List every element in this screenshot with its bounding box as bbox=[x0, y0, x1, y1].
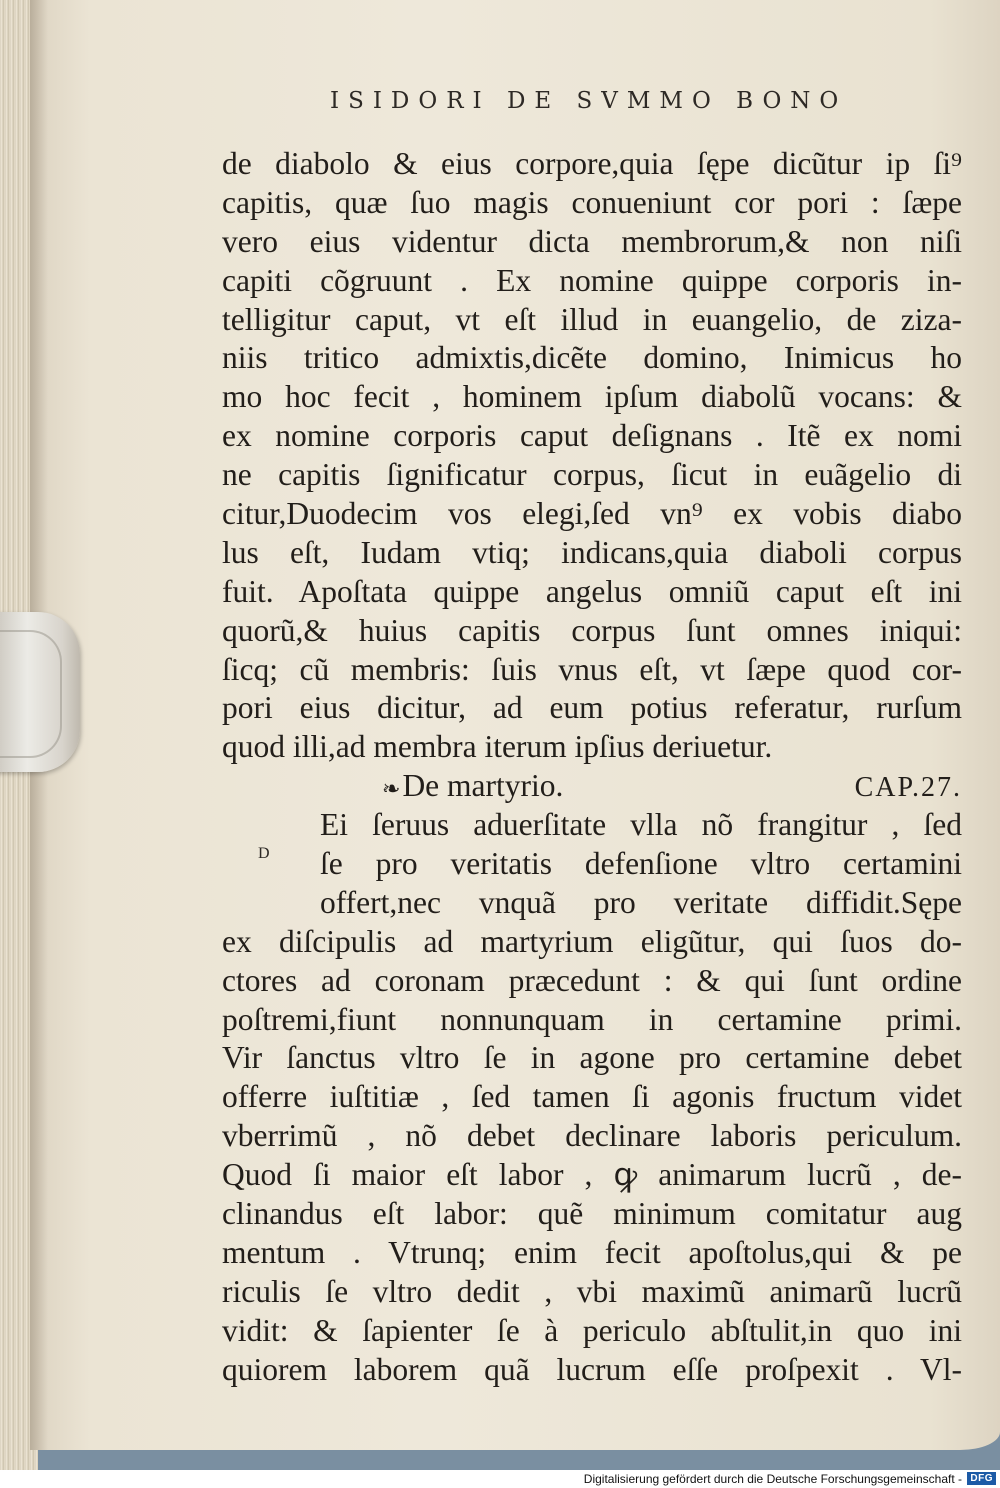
text-line: Vir ſanctus vltro ſe in agone pro certamine debet bbox=[222, 1040, 962, 1076]
dfg-logo: DFG bbox=[967, 1472, 996, 1485]
text-line: mo hoc fecit , hominem ipſum diabolũ vocans: & bbox=[222, 379, 962, 415]
funding-credit: Digitalisierung gefördert durch die Deutsche Forschungsgemeinschaft - bbox=[583, 1472, 962, 1486]
text-line: ctores ad coronam præcedunt : & qui ſunt ordine bbox=[222, 962, 962, 998]
text-line: offert,nec vnquã pro veritate diffidit.Sępe bbox=[320, 884, 962, 920]
text-line: quorũ,& huius capitis corpus ſunt omnes iniqui: bbox=[222, 612, 962, 648]
text-line: vero eius videntur dicta membrorum,& non niſi bbox=[222, 223, 962, 259]
text-line: offerre iuſtitiæ , ſed tamen ſi agonis fructum videt bbox=[222, 1079, 962, 1115]
text-line: lus eſt, Iudam vtiq; indicans,quia diaboli corpus bbox=[222, 534, 962, 570]
text-line: ſe pro veritatis defenſione vltro certamini bbox=[320, 846, 962, 882]
text-line: niis tritico admixtis,dicẽte domino, Inimicus ho bbox=[222, 340, 962, 376]
text-line: clinandus eſt labor: quẽ minimum comitatur aug bbox=[222, 1196, 962, 1232]
text-line: ſicq; cũ membris: ſuis vnus eſt, vt ſæpe quod cor- bbox=[222, 651, 962, 687]
text-line: Ei ſeruus aduerſitate vlla nõ frangitur , ſed bbox=[320, 807, 962, 843]
text-line: quiorem laborem quã lucrum eſſe proſpexit . Vl- bbox=[222, 1351, 962, 1387]
text-line: citur,Duodecim vos elegi,ſed vn⁹ ex vobis diabo bbox=[222, 496, 962, 532]
footer-bar bbox=[0, 1470, 1000, 1488]
fleuron-icon: ❧ bbox=[382, 776, 401, 802]
text-line: poſtremi,fiunt nonnunquam in certamine primi. bbox=[222, 1001, 962, 1037]
running-head: ISIDORI DE SVMMO BONO bbox=[330, 88, 848, 114]
text-line: vberrimũ , nõ debet declinare laboris periculum. bbox=[222, 1118, 962, 1154]
text-line: ne capitis ſignificatur corpus, ſicut in euãgelio di bbox=[222, 457, 962, 493]
text-line: pori eius dicitur, ad eum potius referatur, rurſum bbox=[222, 690, 962, 726]
body-text bbox=[222, 145, 962, 1390]
text-line: de diabolo & eius corpore,quia ſępe dicũtur ip ſi⁹ bbox=[222, 146, 962, 181]
chapter-number: CAP.27. bbox=[854, 772, 962, 804]
page-clip bbox=[0, 612, 80, 772]
text-line: quod illi,ad membra iterum ipſius deriuetur. bbox=[222, 729, 773, 765]
text-line: riculis ſe vltro dedit , vbi maximũ animarũ lucrũ bbox=[222, 1273, 962, 1309]
text-line: telligitur caput, vt eſt illud in euangelio, de ziza- bbox=[222, 301, 962, 337]
margin-letter: D bbox=[258, 845, 271, 862]
text-line: capitis, quæ ſuo magis conueniunt cor pori : ſæpe bbox=[222, 184, 962, 220]
text-line: Quod ſi maior eſt labor , ꝙ animarum lucrũ , de- bbox=[222, 1157, 962, 1193]
text-line: fuit. Apoſtata quippe angelus omniũ caput eſt ini bbox=[222, 573, 962, 609]
chapter-heading bbox=[222, 767, 962, 806]
text-line: ex diſcipulis ad martyrium eligũtur, qui ſuos do- bbox=[222, 923, 962, 959]
chapter-title: De martyrio. bbox=[402, 768, 564, 804]
text-line: vidit: & ſapienter ſe à periculo abſtulit,in quo ini bbox=[222, 1312, 962, 1348]
text-line: ex nomine corporis caput deſignans . Itẽ ex nomi bbox=[222, 418, 962, 454]
text-line: capiti cõgruunt . Ex nomine quippe corporis in- bbox=[222, 262, 962, 298]
text-line: mentum . Vtrunq; enim fecit apoſtolus,qui & pe bbox=[222, 1234, 962, 1270]
